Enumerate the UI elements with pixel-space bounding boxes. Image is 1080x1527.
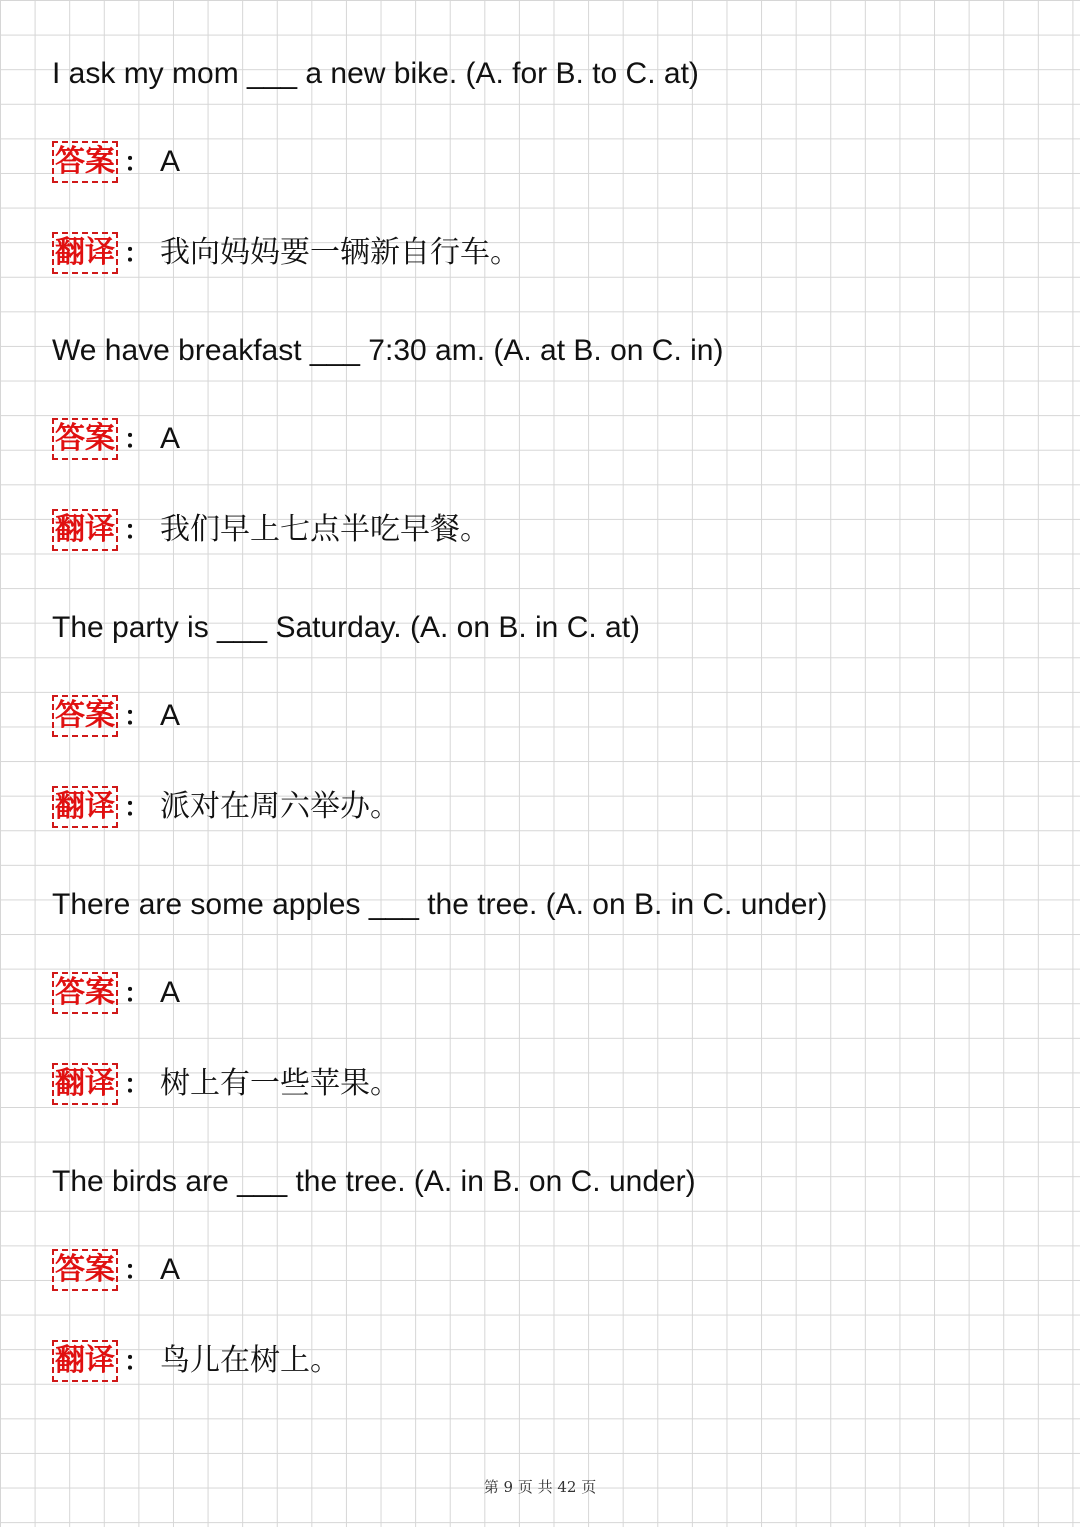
answer-label: 答案 (52, 141, 118, 183)
answer-colon: ： (124, 424, 151, 455)
answer-colon: ： (124, 978, 151, 1009)
answer-value: A (160, 699, 181, 733)
question-text: I ask my mom ___ a new bike. (A. for B. to C. at) (52, 57, 699, 90)
translation-label: 翻译 (52, 1063, 118, 1105)
question-text: The birds are ___ the tree. (A. in B. on C. under) (52, 1165, 696, 1198)
translation-text: 我向妈妈要一辆新自行车。 (160, 236, 521, 270)
question-text: The party is ___ Saturday. (A. on B. in C. at) (52, 611, 641, 644)
translation-line (52, 232, 520, 274)
translation-text: 我们早上七点半吃早餐。 (160, 513, 491, 547)
answer-label: 答案 (52, 418, 118, 460)
translation-label: 翻译 (52, 786, 118, 828)
question-text: We have breakfast ___ 7:30 am. (A. at B. on C. in) (52, 334, 724, 367)
answer-value: A (160, 1253, 181, 1287)
translation-line (52, 1340, 340, 1382)
translation-label: 翻译 (52, 509, 118, 551)
translation-label: 翻译 (52, 232, 118, 274)
page-number: 第 9 页 共 42 页 (483, 1478, 597, 1496)
answer-line (52, 695, 180, 737)
answer-line (52, 1249, 180, 1291)
answer-label: 答案 (52, 972, 118, 1014)
answer-value: A (160, 422, 181, 456)
translation-colon: ： (124, 238, 151, 269)
translation-colon: ： (124, 515, 151, 546)
answer-label: 答案 (52, 695, 118, 737)
translation-line (52, 509, 490, 551)
translation-colon: ： (124, 792, 151, 823)
answer-value: A (160, 145, 181, 179)
translation-colon: ： (124, 1069, 151, 1100)
answer-value: A (160, 976, 181, 1010)
answer-line (52, 418, 180, 460)
translation-text: 鸟儿在树上。 (160, 1344, 341, 1378)
answer-colon: ： (124, 701, 151, 732)
translation-text: 派对在周六举办。 (160, 790, 401, 824)
answer-label: 答案 (52, 1249, 118, 1291)
translation-line (52, 1063, 400, 1105)
answer-colon: ： (124, 147, 151, 178)
translation-label: 翻译 (52, 1340, 118, 1382)
translation-colon: ： (124, 1346, 151, 1377)
translation-line (52, 786, 400, 828)
answer-colon: ： (124, 1255, 151, 1286)
question-text: There are some apples ___ the tree. (A. on B. in C. under) (52, 888, 828, 921)
answer-line (52, 972, 180, 1014)
answer-line (52, 141, 180, 183)
translation-text: 树上有一些苹果。 (160, 1067, 401, 1101)
